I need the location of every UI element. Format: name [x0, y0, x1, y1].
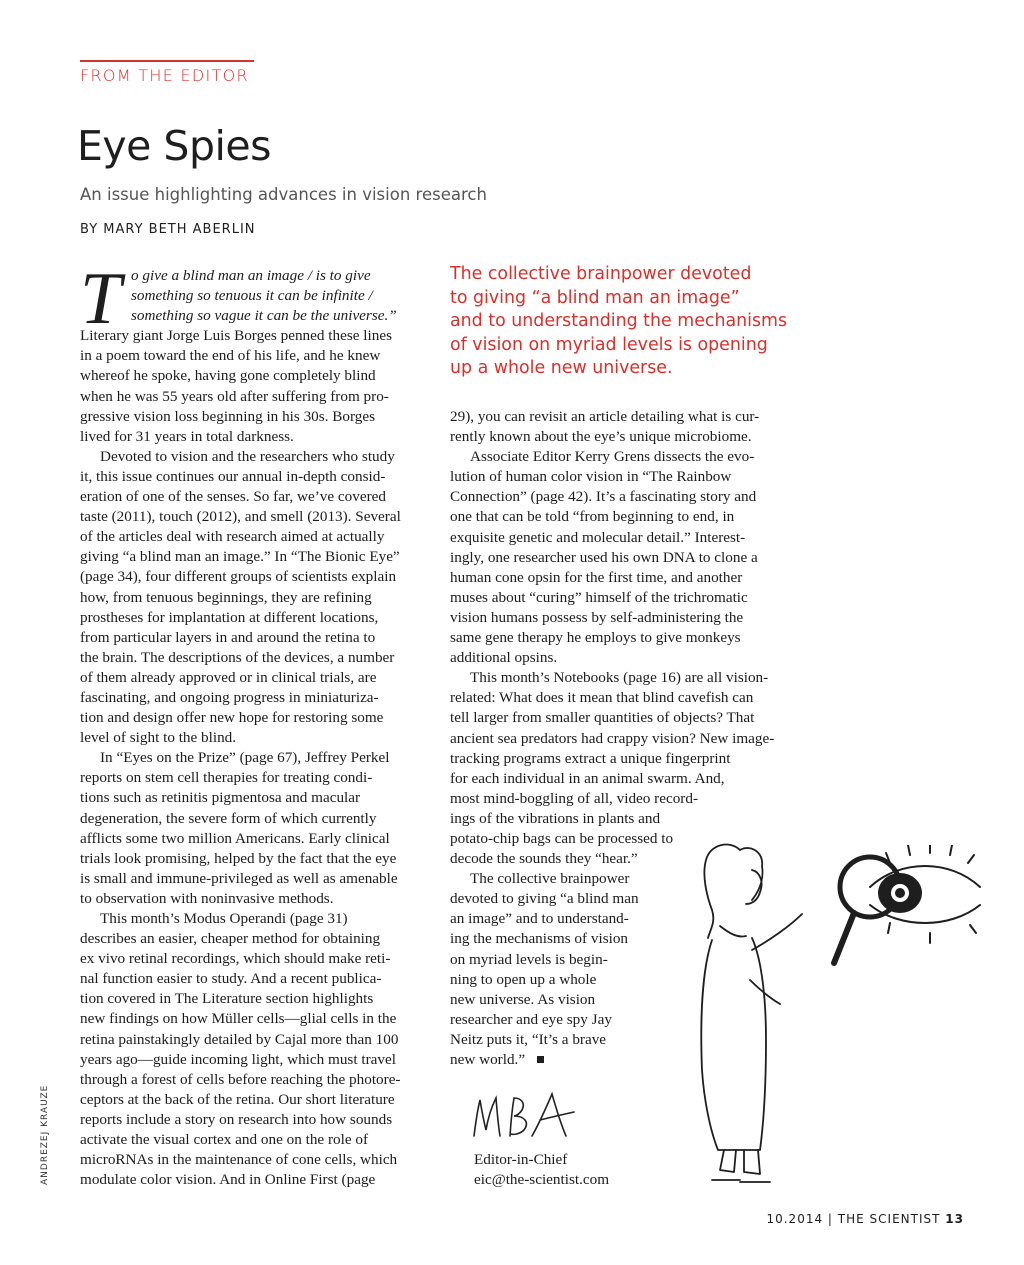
body-line: rently known about the eye’s unique microbiome.	[450, 428, 752, 446]
body-line: Neitz puts it, “It’s a brave	[450, 1030, 607, 1048]
body-line: Devoted to vision and the researchers who study	[100, 447, 395, 465]
body-line: ancient sea predators had crappy vision? New image-	[450, 729, 775, 747]
body-line: giving “a blind man an image.” In “The Bionic Eye”	[80, 548, 400, 566]
body-line: lived for 31 years in total darkness.	[80, 427, 294, 445]
closing-line: new world.”	[450, 1051, 526, 1068]
footer-date: 10.2014	[766, 1212, 824, 1226]
body-line: an image” and to understand-	[450, 910, 629, 928]
body-line: taste (2011), touch (2012), and smell (2013). Several	[80, 508, 401, 526]
body-line: to observation with noninvasive methods.	[80, 889, 334, 907]
body-line: something so tenuous it can be infinite /	[131, 287, 373, 305]
body-line: ceptors at the back of the retina. Our short literature	[80, 1090, 395, 1108]
body-line: ing the mechanisms of vision	[450, 930, 629, 948]
body-line: tion and design offer new hope for restoring some	[80, 709, 384, 727]
body-line: tions such as retinitis pigmentosa and macular	[80, 789, 361, 807]
body-line: vision humans possess by self-administering the	[450, 608, 744, 626]
end-mark-icon	[537, 1056, 544, 1063]
drop-cap: T	[80, 258, 122, 340]
body-line: how, from tenuous beginnings, they are refining	[80, 588, 372, 606]
body-line: 29), you can revisit an article detailing what is cur-	[450, 408, 760, 425]
body-line: This month’s Notebooks (page 16) are all vision-	[470, 669, 769, 687]
body-line: one that can be told “from beginning to end, in	[450, 508, 735, 526]
section-label: FROM THE EDITOR	[80, 66, 249, 85]
body-line: fascinating, and ongoing progress in miniaturiza-	[80, 688, 379, 706]
body-line: prostheses for implantation at different locations,	[80, 608, 379, 626]
body-line: through a forest of cells before reaching the photore-	[80, 1070, 401, 1088]
body-line: tracking programs extract a unique fingerprint	[450, 749, 731, 767]
body-line: same gene therapy he employs to give monkeys	[450, 629, 741, 647]
researcher-illustration	[690, 830, 810, 1190]
body-line: degeneration, the severe form of which currently	[80, 809, 377, 827]
body-line: of the articles deal with research aimed at actually	[80, 528, 385, 546]
signature-block	[474, 1150, 609, 1190]
body-line: modulate color vision. And in Online First (page	[80, 1171, 376, 1189]
body-line: This month’s Modus Operandi (page 31)	[100, 910, 348, 927]
body-line: most mind-boggling of all, video record-	[450, 789, 699, 807]
pull-quote-line: to giving “a blind man an image”	[450, 287, 740, 308]
footer-magazine: THE SCIENTIST	[837, 1212, 941, 1226]
section-rule	[80, 60, 254, 62]
body-line: ings of the vibrations in plants and	[450, 809, 661, 827]
body-line: of them already approved or in clinical trials, are	[80, 668, 377, 686]
body-line: lution of human color vision in “The Rainbow	[450, 468, 732, 486]
body-line: reports on stem cell therapies for treating condi-	[80, 769, 373, 787]
pull-quote-line: of vision on myriad levels is opening	[450, 334, 768, 355]
body-line: years ago—guide incoming light, which must travel	[80, 1050, 396, 1068]
body-line: human cone opsin for the first time, and another	[450, 568, 743, 586]
body-line: researcher and eye spy Jay	[450, 1010, 612, 1028]
page-footer	[766, 1212, 964, 1226]
body-line: muses about “curing” himself of the trichromatic	[450, 588, 748, 606]
body-line: (page 34), four different groups of scientists explain	[80, 568, 397, 586]
body-line: decode the sounds they “hear.”	[450, 850, 638, 868]
body-line: devoted to giving “a blind man	[450, 890, 639, 908]
body-line: o give a blind man an image / is to give	[131, 267, 371, 284]
body-line: something so vague it can be the universe.”	[131, 307, 397, 325]
footer-separator: |	[827, 1212, 833, 1226]
body-line: new universe. As vision	[450, 990, 596, 1008]
body-line: ning to open up a whole	[450, 970, 597, 988]
body-line: The collective brainpower	[470, 870, 630, 888]
pull-quote-line: and to understanding the mechanisms	[450, 311, 788, 332]
pull-quote-line: The collective brainpower devoted	[450, 264, 752, 284]
body-line: nal function easier to study. And a recent publica-	[80, 970, 382, 988]
body-line: Associate Editor Kerry Grens dissects the evo-	[470, 448, 755, 466]
body-line: eration of one of the senses. So far, we’ve covered	[80, 488, 386, 506]
body-line: on myriad levels is begin-	[450, 950, 608, 968]
body-line: the brain. The descriptions of the devices, a number	[80, 648, 395, 666]
body-line: Literary giant Jorge Luis Borges penned these lines	[80, 327, 392, 345]
body-line: additional opsins.	[450, 649, 558, 667]
body-line: when he was 55 years old after suffering from pro-	[80, 387, 389, 405]
body-line: microRNAs in the maintenance of cone cells, which	[80, 1151, 398, 1169]
page-number: 13	[945, 1212, 964, 1226]
body-column-left	[80, 266, 401, 1190]
body-line: for each individual in an animal swarm. And,	[450, 769, 725, 787]
body-line: in a poem toward the end of his life, and he knew	[80, 347, 381, 365]
body-line: activate the visual cortex and one on the role of	[80, 1131, 369, 1149]
body-line: whereof he spoke, having gone completely blind	[80, 367, 376, 385]
body-line: Connection” (page 42). It’s a fascinating story and	[450, 488, 757, 506]
body-line: potato-chip bags can be processed to	[450, 829, 674, 847]
body-line: describes an easier, cheaper method for obtaining	[80, 930, 381, 948]
body-line: it, this issue continues our annual in-depth consid-	[80, 467, 386, 485]
pull-quote	[450, 263, 787, 381]
body-line: is small and immune-privileged as well as amenable	[80, 869, 398, 887]
byline: BY MARY BETH ABERLIN	[80, 222, 256, 237]
body-line: new findings on how Müller cells—glial cells in the	[80, 1010, 397, 1028]
article-subtitle: An issue highlighting advances in vision research	[80, 185, 487, 204]
photo-credit: ANDREZEJ KRAUZE	[40, 1084, 50, 1185]
body-line: reports include a story on research into how sounds	[80, 1110, 393, 1128]
body-line: tion covered in The Literature section highlights	[80, 990, 374, 1008]
signature-email: eic@the-scientist.com	[474, 1171, 610, 1188]
article-title: Eye Spies	[77, 122, 271, 170]
signature-icon	[470, 1090, 580, 1145]
body-line: related: What does it mean that blind cavefish can	[450, 689, 754, 707]
body-line: level of sight to the blind.	[80, 729, 237, 747]
body-line: exquisite genetic and molecular detail.” Interest-	[450, 528, 746, 546]
body-line: retina painstakingly detailed by Cajal more than 100	[80, 1030, 399, 1048]
body-line: from particular layers in and around the retina to	[80, 628, 376, 646]
signature-role: Editor-in-Chief	[474, 1151, 568, 1168]
magnifying-glass-eye-icon	[830, 845, 1010, 975]
body-line: trials look promising, helped by the fact that the eye	[80, 849, 397, 867]
body-line: tell larger from smaller quantities of objects? That	[450, 709, 755, 727]
body-line: ex vivo retinal recordings, which should make reti-	[80, 950, 391, 968]
body-line: gressive vision loss beginning in his 30s. Borges	[80, 407, 376, 425]
pull-quote-line: up a whole new universe.	[450, 358, 673, 379]
body-line: afflicts some two million Americans. Early clinical	[80, 829, 390, 847]
body-line: In “Eyes on the Prize” (page 67), Jeffrey Perkel	[100, 749, 390, 767]
body-line: ingly, one researcher used his own DNA to clone a	[450, 548, 758, 566]
